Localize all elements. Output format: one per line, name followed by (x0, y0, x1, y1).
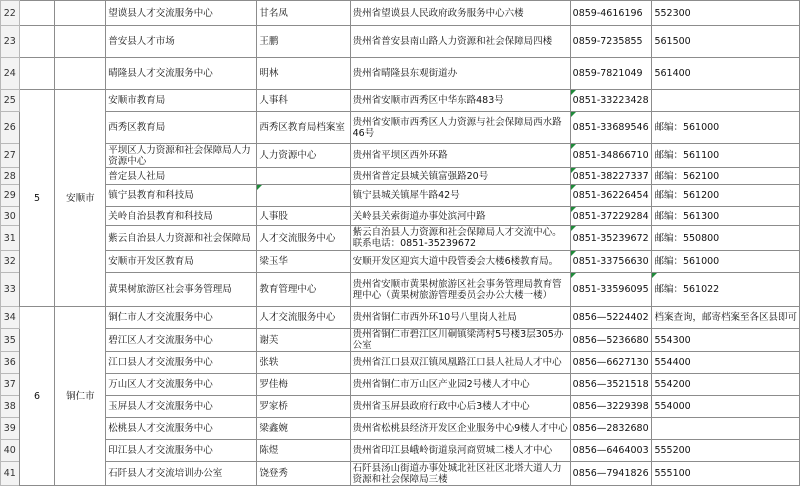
phone-cell[interactable]: 0856—7941826 (570, 462, 652, 486)
phone-cell[interactable]: 0859-7235855 (570, 26, 652, 58)
postcode-cell[interactable]: 554400 (652, 352, 800, 374)
postcode-cell[interactable]: 邮编：561000 (652, 112, 800, 144)
unit-cell[interactable]: 安顺市开发区教育局 (106, 251, 257, 273)
table-row[interactable] (1, 462, 800, 486)
row-number[interactable]: 31 (1, 226, 20, 251)
unit-cell[interactable]: 紫云自治县人力资源和社会保障局 (106, 226, 257, 251)
table-row[interactable] (1, 226, 800, 251)
dept-cell[interactable]: 罗佳梅 (257, 374, 350, 396)
address-cell[interactable]: 石阡县汤山街道办事处城北社区社区北塔大道人力资源和社会保障局三楼 (350, 462, 570, 486)
postcode-cell[interactable]: 邮编：550800 (652, 226, 800, 251)
phone-cell[interactable]: 0851-34866710 (570, 144, 652, 168)
unit-cell[interactable]: 关岭自治县教育和科技局 (106, 207, 257, 226)
row-number[interactable]: 30 (1, 207, 20, 226)
address-cell[interactable]: 镇宁县城关镇犀牛路42号 (350, 185, 570, 207)
postcode-cell[interactable]: 555100 (652, 462, 800, 486)
phone-cell[interactable]: 0851-33689546 (570, 112, 652, 144)
table-row[interactable] (1, 168, 800, 185)
table-row[interactable] (1, 26, 800, 58)
postcode-cell[interactable]: 554300 (652, 329, 800, 352)
table-row[interactable] (1, 374, 800, 396)
dept-cell[interactable]: 梁鑫婉 (257, 418, 350, 440)
unit-cell[interactable]: 石阡县人才交流培训办公室 (106, 462, 257, 486)
phone-cell[interactable]: 0851-37229284 (570, 207, 652, 226)
postcode-cell[interactable]: 555200 (652, 440, 800, 462)
row-number[interactable]: 33 (1, 273, 20, 307)
group-seq-cell[interactable]: 6 (19, 307, 55, 486)
postcode-cell[interactable]: 邮编：561200 (652, 185, 800, 207)
address-cell[interactable]: 贵州省松桃县经济开发区企业服务中心9楼人才中心 (350, 418, 570, 440)
row-number[interactable]: 36 (1, 352, 20, 374)
postcode-cell[interactable] (652, 90, 800, 112)
row-number[interactable]: 39 (1, 418, 20, 440)
unit-cell[interactable]: 铜仁市人才交流服务中心 (106, 307, 257, 329)
dept-cell[interactable]: 罗家桥 (257, 396, 350, 418)
unit-cell[interactable]: 江口县人才交流服务中心 (106, 352, 257, 374)
table-row[interactable] (1, 185, 800, 207)
dept-cell[interactable]: 王鹏 (257, 26, 350, 58)
row-number[interactable]: 26 (1, 112, 20, 144)
table-row[interactable] (1, 396, 800, 418)
table-row[interactable] (1, 207, 800, 226)
address-cell[interactable]: 贵州省铜仁市碧江区川硐镇梁湾村5号楼3层305办公室 (350, 329, 570, 352)
row-number[interactable]: 38 (1, 396, 20, 418)
dept-cell[interactable]: 人才交流服务中心 (257, 226, 350, 251)
phone-cell[interactable]: 0856—5224402 (570, 307, 652, 329)
dept-cell[interactable] (257, 168, 350, 185)
dept-cell[interactable]: 张轶 (257, 352, 350, 374)
table-row[interactable] (1, 90, 800, 112)
dept-cell[interactable]: 西秀区教育局档案室 (257, 112, 350, 144)
postcode-cell[interactable]: 邮编：562100 (652, 168, 800, 185)
table-row[interactable] (1, 418, 800, 440)
dept-cell[interactable]: 人力资源中心 (257, 144, 350, 168)
row-number[interactable]: 24 (1, 58, 20, 90)
unit-cell[interactable]: 玉屏县人才交流服务中心 (106, 396, 257, 418)
unit-cell[interactable]: 西秀区教育局 (106, 112, 257, 144)
phone-cell[interactable]: 0851-33223428 (570, 90, 652, 112)
postcode-cell[interactable]: 561400 (652, 58, 800, 90)
phone-cell[interactable]: 0859-7821049 (570, 58, 652, 90)
table-row[interactable] (1, 144, 800, 168)
row-number[interactable]: 25 (1, 90, 20, 112)
address-cell[interactable]: 紫云自治县人力资源和社会保障局人才交流中心。联系电话：0851-35239672 (350, 226, 570, 251)
table-row[interactable] (1, 273, 800, 307)
address-cell[interactable]: 贵州省铜仁市万山区产业园2号楼人才中心 (350, 374, 570, 396)
table-row[interactable] (1, 352, 800, 374)
table-row[interactable] (1, 440, 800, 462)
postcode-cell[interactable]: 554000 (652, 396, 800, 418)
dept-cell[interactable]: 梁玉华 (257, 251, 350, 273)
address-cell[interactable]: 贵州省晴隆县东观街道办 (350, 58, 570, 90)
phone-cell[interactable]: 0856—2832680 (570, 418, 652, 440)
dept-cell[interactable]: 人才交流服务中心 (257, 307, 350, 329)
address-cell[interactable]: 贵州省印江县峨岭街道泉河商贸城二楼人才中心 (350, 440, 570, 462)
dept-cell[interactable]: 饶登秀 (257, 462, 350, 486)
postcode-cell[interactable]: 邮编：561300 (652, 207, 800, 226)
group-seq-cell[interactable]: 5 (19, 90, 55, 307)
address-cell[interactable]: 贵州省铜仁市西外环10号八里岗人社局 (350, 307, 570, 329)
postcode-cell[interactable]: 561500 (652, 26, 800, 58)
row-number[interactable]: 28 (1, 168, 20, 185)
phone-cell[interactable]: 0851-35239672 (570, 226, 652, 251)
postcode-cell[interactable]: 552300 (652, 1, 800, 26)
address-cell[interactable]: 贵州省安顺市西秀区中华东路483号 (350, 90, 570, 112)
row-number[interactable]: 41 (1, 462, 20, 486)
phone-cell[interactable]: 0859-4616196 (570, 1, 652, 26)
postcode-cell[interactable] (652, 418, 800, 440)
table-row[interactable] (1, 329, 800, 352)
unit-cell[interactable]: 普定县人社局 (106, 168, 257, 185)
address-cell[interactable]: 贵州省安顺市黄果树旅游区社会事务管理局教育管理中心（黄果树旅游管理委员会办公大楼一楼） (350, 273, 570, 307)
postcode-cell[interactable]: 554200 (652, 374, 800, 396)
table-row[interactable] (1, 58, 800, 90)
dept-cell[interactable]: 教育管理中心 (257, 273, 350, 307)
unit-cell[interactable]: 松桃县人才交流服务中心 (106, 418, 257, 440)
address-cell[interactable]: 贵州省普安县南山路人力资源和社会保障局四楼 (350, 26, 570, 58)
unit-cell[interactable]: 望谟县人才交流服务中心 (106, 1, 257, 26)
postcode-cell[interactable]: 档案查询，邮寄档案至各区县即可 (652, 307, 800, 329)
row-number[interactable]: 23 (1, 26, 20, 58)
unit-cell[interactable]: 碧江区人才交流服务中心 (106, 329, 257, 352)
phone-cell[interactable]: 0856—6464003 (570, 440, 652, 462)
table-row[interactable] (1, 251, 800, 273)
row-number[interactable]: 29 (1, 185, 20, 207)
address-cell[interactable]: 贵州省平坝区西外环路 (350, 144, 570, 168)
address-cell[interactable]: 贵州省望谟县人民政府政务服务中心六楼 (350, 1, 570, 26)
address-cell[interactable]: 贵州省普定县城关镇富强路20号 (350, 168, 570, 185)
row-number[interactable]: 32 (1, 251, 20, 273)
phone-cell[interactable]: 0851-33756630 (570, 251, 652, 273)
address-cell[interactable]: 关岭县关索街道办事处滨河中路 (350, 207, 570, 226)
address-cell[interactable]: 安顺开发区迎宾大道中段管委会大楼6楼教育局。 (350, 251, 570, 273)
row-number[interactable]: 40 (1, 440, 20, 462)
address-cell[interactable]: 贵州省安顺市西秀区人力资源与社会保障局西水路46号 (350, 112, 570, 144)
table-row[interactable] (1, 112, 800, 144)
address-cell[interactable]: 贵州省江口县双江镇凤凰路江口县人社局人才中心 (350, 352, 570, 374)
phone-cell[interactable]: 0856—5236680 (570, 329, 652, 352)
table-row[interactable] (1, 1, 800, 26)
phone-cell[interactable]: 0856—3229398 (570, 396, 652, 418)
unit-cell[interactable]: 印江县人才交流服务中心 (106, 440, 257, 462)
unit-cell[interactable]: 普安县人才市场 (106, 26, 257, 58)
row-number[interactable]: 35 (1, 329, 20, 352)
address-cell[interactable]: 贵州省玉屏县政府行政中心后3楼人才中心 (350, 396, 570, 418)
phone-cell[interactable]: 0851-36226454 (570, 185, 652, 207)
table-row[interactable] (1, 307, 800, 329)
dept-cell[interactable]: 人事科 (257, 90, 350, 112)
dept-cell[interactable]: 明林 (257, 58, 350, 90)
unit-cell[interactable]: 万山区人才交流服务中心 (106, 374, 257, 396)
dept-cell[interactable]: 人事股 (257, 207, 350, 226)
row-number[interactable]: 34 (1, 307, 20, 329)
unit-cell[interactable]: 镇宁县教育和科技局 (106, 185, 257, 207)
city-cell[interactable]: 铜仁市 (55, 307, 106, 486)
phone-cell[interactable]: 0856—6627130 (570, 352, 652, 374)
dept-cell[interactable] (257, 185, 350, 207)
row-number[interactable]: 37 (1, 374, 20, 396)
phone-cell[interactable]: 0856—3521518 (570, 374, 652, 396)
dept-cell[interactable]: 陈煜 (257, 440, 350, 462)
row-number[interactable]: 27 (1, 144, 20, 168)
unit-cell[interactable]: 安顺市教育局 (106, 90, 257, 112)
phone-cell[interactable]: 0851-38227337 (570, 168, 652, 185)
unit-cell[interactable]: 平坝区人力资源和社会保障局人力资源中心 (106, 144, 257, 168)
unit-cell[interactable]: 黄果树旅游区社会事务管理局 (106, 273, 257, 307)
postcode-cell[interactable]: 邮编：561000 (652, 251, 800, 273)
row-number[interactable]: 22 (1, 1, 20, 26)
dept-cell[interactable]: 甘名凤 (257, 1, 350, 26)
phone-cell[interactable]: 0851-33596095 (570, 273, 652, 307)
postcode-cell[interactable]: 邮编：561100 (652, 144, 800, 168)
postcode-cell[interactable]: 邮编：561022 (652, 273, 800, 307)
city-cell[interactable]: 安顺市 (55, 90, 106, 307)
dept-cell[interactable]: 谢芙 (257, 329, 350, 352)
unit-cell[interactable]: 晴隆县人才交流服务中心 (106, 58, 257, 90)
